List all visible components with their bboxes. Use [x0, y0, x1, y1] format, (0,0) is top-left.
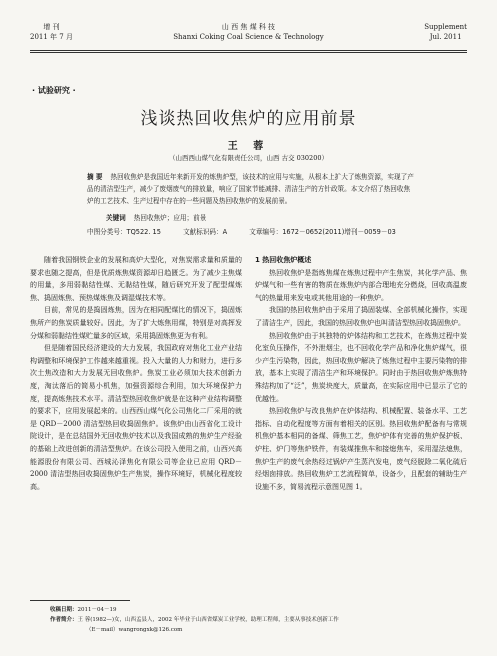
body-paragraph: 但是随着国民经济建设的大力发展，我国政府对焦化工业产业结构调整和环境保护工作越来越重视。投入大量的人力和财力，进行多次土焦改造和大力发展无回收焦炉。焦炭工业必须加大技术创新力度，淘汰落后的简易小机焦，加强资源综合利用，加大环境保护力度，提高炼焦技术水平。清洁型热回收焦炉就是在这种产业结构调整的要求下，应用发展起来的。山西西山煤气化公司焦化二厂采用的就是 QRD－2000 清洁型热回收捣固焦炉。该焦炉由山西省化工设计院设计，是在总结国外无回收焦炉技术以及我国成熟的焦炉生产经验的基础上改进创新的清洁型焦炉。在该公司投入使用之前，山西兴高能源股份有限公司、西城沁泽焦化有限公司等企业已应用 QRD－2000 清洁型热回收捣固焦炉生产焦炭，操作环境好，机械化程度较高。	[30, 344, 242, 491]
header-issue-en	[424, 22, 467, 42]
body-column-right	[255, 254, 467, 493]
author-affiliation: （山西西山煤气化有限责任公司，山西 古交 030200）	[169, 154, 328, 162]
header-date-en: Jul. 2011	[429, 33, 462, 41]
header-supplement-cn: 增 刊	[43, 23, 60, 31]
body-paragraph: 热回收焦炉是指炼焦煤在炼焦过程中产生焦炭，其化学产品、焦炉煤气和一些有害的物质在炼焦炉内部合理地充分燃烧，回收高温废气的热量用来发电或其他用途的一种焦炉。	[255, 268, 467, 302]
abstract-text: 热回收焦炉是我国近年来新开发的炼焦炉型，该技术的应用与实施，从根本上扩大了炼焦资源，实现了产品的清洁型生产，减少了废烟废气的排放量，响应了国家节能减排、清洁生产的方针政策。本文介绍了热回收焦炉的工艺技术、生产过程中存在的一些问题及热回收焦炉的发展前景。	[87, 173, 414, 205]
keywords	[106, 212, 206, 222]
author-bio-label: 作者简介：	[50, 617, 78, 623]
keywords-label: 关键词	[106, 214, 126, 222]
footnote-received	[50, 605, 470, 615]
header-date-cn: 2011 年 7 月	[30, 33, 73, 41]
header-rule-top	[30, 50, 467, 51]
classification-line	[87, 226, 416, 236]
running-header	[30, 22, 467, 48]
footnote-author	[50, 615, 470, 625]
footnote-email: （E－mail）wangrongxk@126.com	[86, 627, 183, 633]
author-bio: 王 蓉(1982—)女，山西孟县人，2002 年毕业于山西省煤炭工业学校，助理工程师，主要从事技术创新工作	[77, 617, 339, 623]
abstract	[87, 171, 415, 207]
document-code: 文献标识码：A	[183, 228, 228, 236]
footnote	[50, 605, 470, 635]
section-heading: 1 热回收焦炉概述	[255, 256, 312, 264]
body-paragraph: 热回收焦炉与改良焦炉在炉体结构、机械配置、装备水平、工艺指标、自动化程度等方面有着相关的区别。热回收焦炉配备有与常规机焦炉基本相同的备煤、筛焦工艺，焦炉炉体有完善的焦炉保护板、炉柱、炉门等焦炉铁件，有装煤推焦车和接熄焦车，采用湿法熄焦，焦炉生产的废气余热经过锅炉产生蒸汽发电，废气经脱除二氧化硫后经烟囱排放。热回收焦炉工艺流程简单，设备少，且配套的辅助生产设施不多，简易流程示意图见图 1。	[255, 407, 467, 491]
body-paragraph: 热回收焦炉由于其独特的炉体结构和工艺技术，在炼焦过程中炭化室负压操作，不外泄烟尘，也不回收化学产品和净化焦炉煤气，很少产生污染物，因此，热回收焦炉解决了炼焦过程中主要污染物的排放，基本上实现了清洁生产和环境保护。同时由于热回收焦炉炼焦特殊结构加了“泛”，焦炭块度大，质量高，在实际应用中已显示了它的优越性。	[255, 331, 467, 403]
header-journal-en: Shanxi Coking Coal Science & Technology	[173, 33, 324, 41]
body-column-left	[30, 254, 242, 493]
body-paragraph: 我国的热回收焦炉由于采用了捣固装煤、全部机械化操作，实现了清洁生产，因此，我国的热回收焦炉也叫清洁型热回收捣固焦炉。	[255, 306, 467, 327]
body-paragraph: 目前，常见的是捣固炼焦，因为在相同配煤比的情况下，捣固炼焦所产的焦炭质量较好。因此，为了扩大炼焦用煤，特别是对高挥发分煤和弱黏结性煤贮量多的区域，采用捣固炼焦更为有利。	[30, 306, 242, 340]
article-number: 文章编号：1672－0652(2011)增刊－0059－03	[249, 228, 396, 236]
abstract-label: 摘 要	[87, 173, 103, 181]
header-supplement-en: Supplement	[424, 23, 467, 31]
paper-title: 浅谈热回收焦炉的应用前景	[140, 109, 357, 129]
paper-author: 王 蓉	[227, 141, 270, 152]
footnote-rule	[30, 600, 130, 601]
body-paragraph: 随着我国钢铁企业的发展和高炉大型化，对焦炭需求量和质量的要求也随之提高，但是优质炼焦煤资源却日趋匮乏。为了减少主焦煤的用量，多用弱黏结性煤、无黏结性煤，随后研究开发了配型煤炼焦、捣固炼焦、预热煤炼焦及调湿煤技术等。	[30, 256, 242, 302]
header-rule-bottom	[30, 52, 467, 53]
keywords-text: 热回收焦炉；应用；前景	[133, 214, 207, 222]
received-label: 收稿日期：	[50, 607, 78, 613]
class-number: 中图分类号：TQ522. 15	[87, 228, 161, 236]
header-journal	[30, 22, 467, 42]
header-journal-cn: 山 西 焦 煤 科 技	[221, 23, 276, 31]
received-date: 2011－04－19	[77, 607, 117, 613]
section-tag: · 试验研究 ·	[32, 86, 76, 95]
